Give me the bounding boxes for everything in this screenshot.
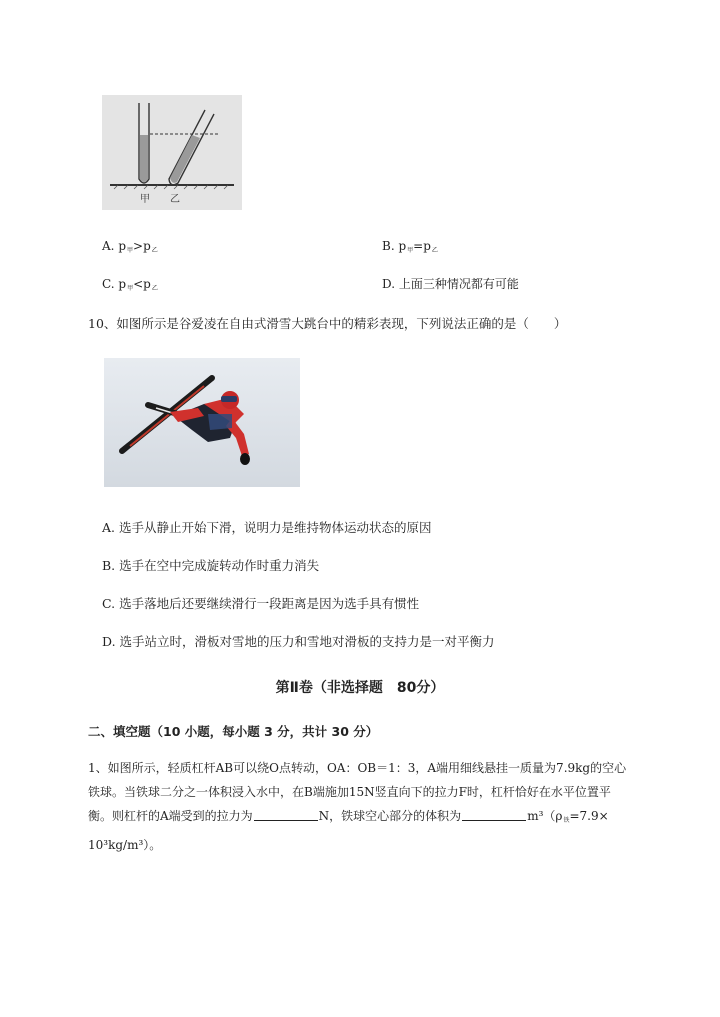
tubes-diagram bbox=[102, 95, 242, 210]
q9-option-a: A. $p_甲>p_乙$ bbox=[102, 239, 158, 254]
q10-option-b: B. 选手在空中完成旋转动作时重力消失 bbox=[102, 558, 320, 573]
q9-option-d: D. 上面三种情况都有可能 bbox=[382, 277, 519, 291]
part2-title: 第Ⅱ卷（非选择题 80分） bbox=[275, 680, 445, 696]
fill-q1-line-3: 衡。则杠杆的A端受到的拉力为 N，铁球空心部分的体积为 $m^3(\rho_铁=7.9\times$ bbox=[88, 809, 609, 824]
fill-section-heading: 二、填空题（10 小题，每小题 3 分，共计 30 分） bbox=[88, 724, 379, 739]
tubes-figure bbox=[102, 95, 242, 210]
liquid-left bbox=[140, 135, 148, 182]
q10-stem: 10、如图所示是谷爱凌在自由式滑雪大跳台中的精彩表现，下列说法正确的是（ ） bbox=[88, 316, 567, 331]
answer-blank-2[interactable] bbox=[462, 809, 526, 821]
q10-option-c: C. 选手落地后还要继续滑行一段距离是因为选手具有惯性 bbox=[102, 596, 420, 611]
q10-option-d: D. 选手站立时，滑板对雪地的压力和雪地对滑板的支持力是一对平衡力 bbox=[102, 634, 495, 649]
q10-option-a: A. 选手从静止开始下滑，说明力是维持物体运动状态的原因 bbox=[102, 520, 432, 535]
label-yi: 乙 bbox=[170, 194, 180, 205]
answer-blank-1[interactable] bbox=[254, 809, 318, 821]
skier-illustration bbox=[104, 358, 300, 487]
skier-photo bbox=[104, 358, 300, 487]
label-jia: 甲 bbox=[140, 194, 150, 205]
liquid-right bbox=[170, 135, 200, 183]
fill-q1-line-2: 铁球。当铁球二分之一体积浸入水中，在B端施加15N竖直向下的拉力F时，杠杆恰好在水平位置平 bbox=[88, 785, 611, 799]
q9-option-b: B. $p_甲=p_乙$ bbox=[382, 239, 438, 254]
q9-option-c: C. $p_甲<p_乙$ bbox=[102, 277, 158, 292]
fill-question-1 bbox=[88, 756, 688, 857]
fill-q1-line-1: 1、如图所示，轻质杠杆AB可以绕O点转动，OA：OB＝1：3，A端用细线悬挂一质量为7.9kg的空心 bbox=[88, 761, 627, 775]
fill-q1-line-4: 10³kg/m³）。 bbox=[88, 838, 162, 852]
